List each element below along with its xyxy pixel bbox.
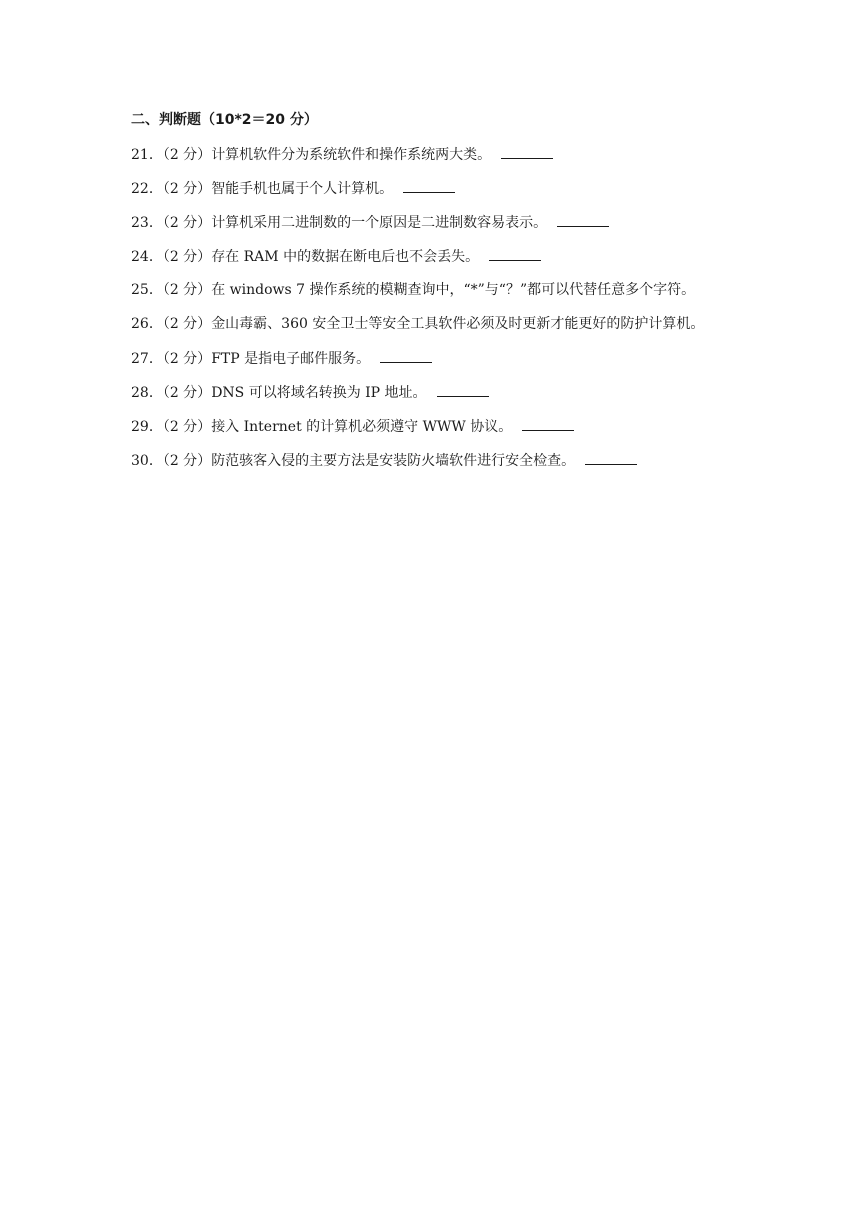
question-text: 接入 Internet 的计算机必须遵守 WWW 协议。 — [211, 419, 513, 435]
question-text: 防范骇客入侵的主要方法是安装防火墙软件进行安全检查。 — [211, 453, 576, 469]
question-number: 30． — [131, 453, 163, 469]
question-score: （2 分） — [162, 453, 212, 469]
question-score: （2 分） — [162, 181, 212, 197]
question-text: 在 windows 7 操作系统的模糊查询中，“*”与“？”都可以代替任意多个字符。 — [211, 282, 696, 298]
question-score: （2 分） — [162, 419, 212, 435]
question-text: 计算机采用二进制数的一个原因是二进制数容易表示。 — [211, 215, 548, 231]
question-number: 23． — [131, 215, 163, 231]
exam-page — [131, 110, 811, 484]
question-number: 28． — [131, 385, 163, 401]
question-23 — [131, 212, 811, 232]
question-30 — [131, 450, 811, 470]
question-number: 29． — [131, 419, 163, 435]
answer-blank[interactable] — [585, 450, 637, 465]
answer-blank[interactable] — [501, 144, 553, 159]
answer-blank[interactable] — [403, 178, 455, 193]
question-text: 计算机软件分为系统软件和操作系统两大类。 — [211, 147, 492, 163]
answer-blank[interactable] — [557, 212, 609, 227]
question-28 — [131, 382, 811, 402]
section-title: 二、判断题（10*2＝20 分） — [131, 112, 318, 128]
question-score: （2 分） — [162, 282, 212, 298]
question-number: 24． — [131, 249, 163, 265]
question-score: （2 分） — [162, 249, 212, 265]
answer-blank[interactable] — [380, 348, 432, 363]
answer-blank[interactable] — [437, 382, 489, 397]
question-number: 25． — [131, 282, 163, 298]
question-text: 智能手机也属于个人计算机。 — [211, 181, 394, 197]
question-26 — [131, 314, 811, 334]
question-27 — [131, 348, 811, 368]
question-24 — [131, 246, 811, 266]
question-score: （2 分） — [162, 147, 212, 163]
question-29 — [131, 416, 811, 436]
question-number: 27． — [131, 351, 163, 367]
question-21 — [131, 144, 811, 164]
question-25 — [131, 280, 811, 300]
question-number: 22． — [131, 181, 163, 197]
question-text: DNS 可以将域名转换为 IP 地址。 — [211, 385, 427, 401]
question-number: 21． — [131, 147, 163, 163]
question-22 — [131, 178, 811, 198]
question-score: （2 分） — [162, 351, 212, 367]
question-score: （2 分） — [162, 215, 212, 231]
question-text: 金山毒霸、360 安全卫士等安全工具软件必须及时更新才能更好的防护计算机。 — [211, 316, 705, 332]
question-number: 26． — [131, 316, 163, 332]
answer-blank[interactable] — [522, 416, 574, 431]
question-score: （2 分） — [162, 316, 212, 332]
question-text: 存在 RAM 中的数据在断电后也不会丢失。 — [211, 249, 480, 265]
answer-blank[interactable] — [489, 246, 541, 261]
question-score: （2 分） — [162, 385, 212, 401]
question-text: FTP 是指电子邮件服务。 — [211, 351, 371, 367]
